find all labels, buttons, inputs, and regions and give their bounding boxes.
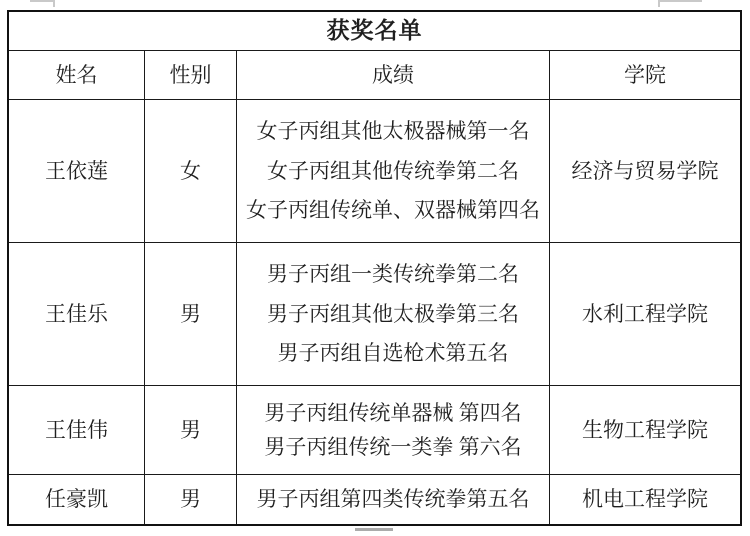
award-table: [7, 10, 742, 526]
table-title: 获奖名单: [9, 12, 740, 50]
college-cell: 机电工程学院: [550, 475, 740, 524]
name-cell: 任豪凯: [9, 475, 144, 524]
screenshot-artifact-top-right: [658, 0, 702, 7]
name-cell: 王依莲: [9, 100, 144, 242]
column-header-name: 姓名: [9, 51, 144, 99]
result-line: 女子丙组传统单、双器械第四名: [246, 198, 540, 223]
result-line: 男子丙组其他太极拳第三名: [267, 301, 519, 326]
results-cell: [237, 386, 549, 474]
gender-cell: 男: [145, 386, 236, 474]
column-header-college: 学院: [550, 51, 740, 99]
results-cell: [237, 100, 549, 242]
column-header-results: 成绩: [237, 51, 549, 99]
result-line: 男子丙组第四类传统拳第五名: [256, 487, 530, 512]
screenshot-artifact-top-left: [30, 0, 55, 7]
college-cell: 生物工程学院: [550, 386, 740, 474]
gender-cell: 女: [145, 100, 236, 242]
result-line: 女子丙组其他太极器械第一名: [256, 119, 530, 144]
result-line: 男子丙组传统单器械 第四名: [264, 400, 522, 425]
name-cell: 王佳乐: [9, 243, 144, 385]
college-cell: 经济与贸易学院: [550, 100, 740, 242]
gender-cell: 男: [145, 243, 236, 385]
result-line: 男子丙组自选枪术第五名: [277, 341, 509, 366]
results-cell: [237, 475, 549, 524]
results-cell: [237, 243, 549, 385]
gender-cell: 男: [145, 475, 236, 524]
screenshot-artifact-bottom-bar: [355, 528, 393, 531]
result-line: 男子丙组一类传统拳第二名: [267, 262, 519, 287]
result-line: 女子丙组其他传统拳第二名: [267, 158, 519, 183]
column-header-gender: 性别: [145, 51, 236, 99]
result-line: 男子丙组传统一类拳 第六名: [264, 435, 522, 460]
name-cell: 王佳伟: [9, 386, 144, 474]
college-cell: 水利工程学院: [550, 243, 740, 385]
